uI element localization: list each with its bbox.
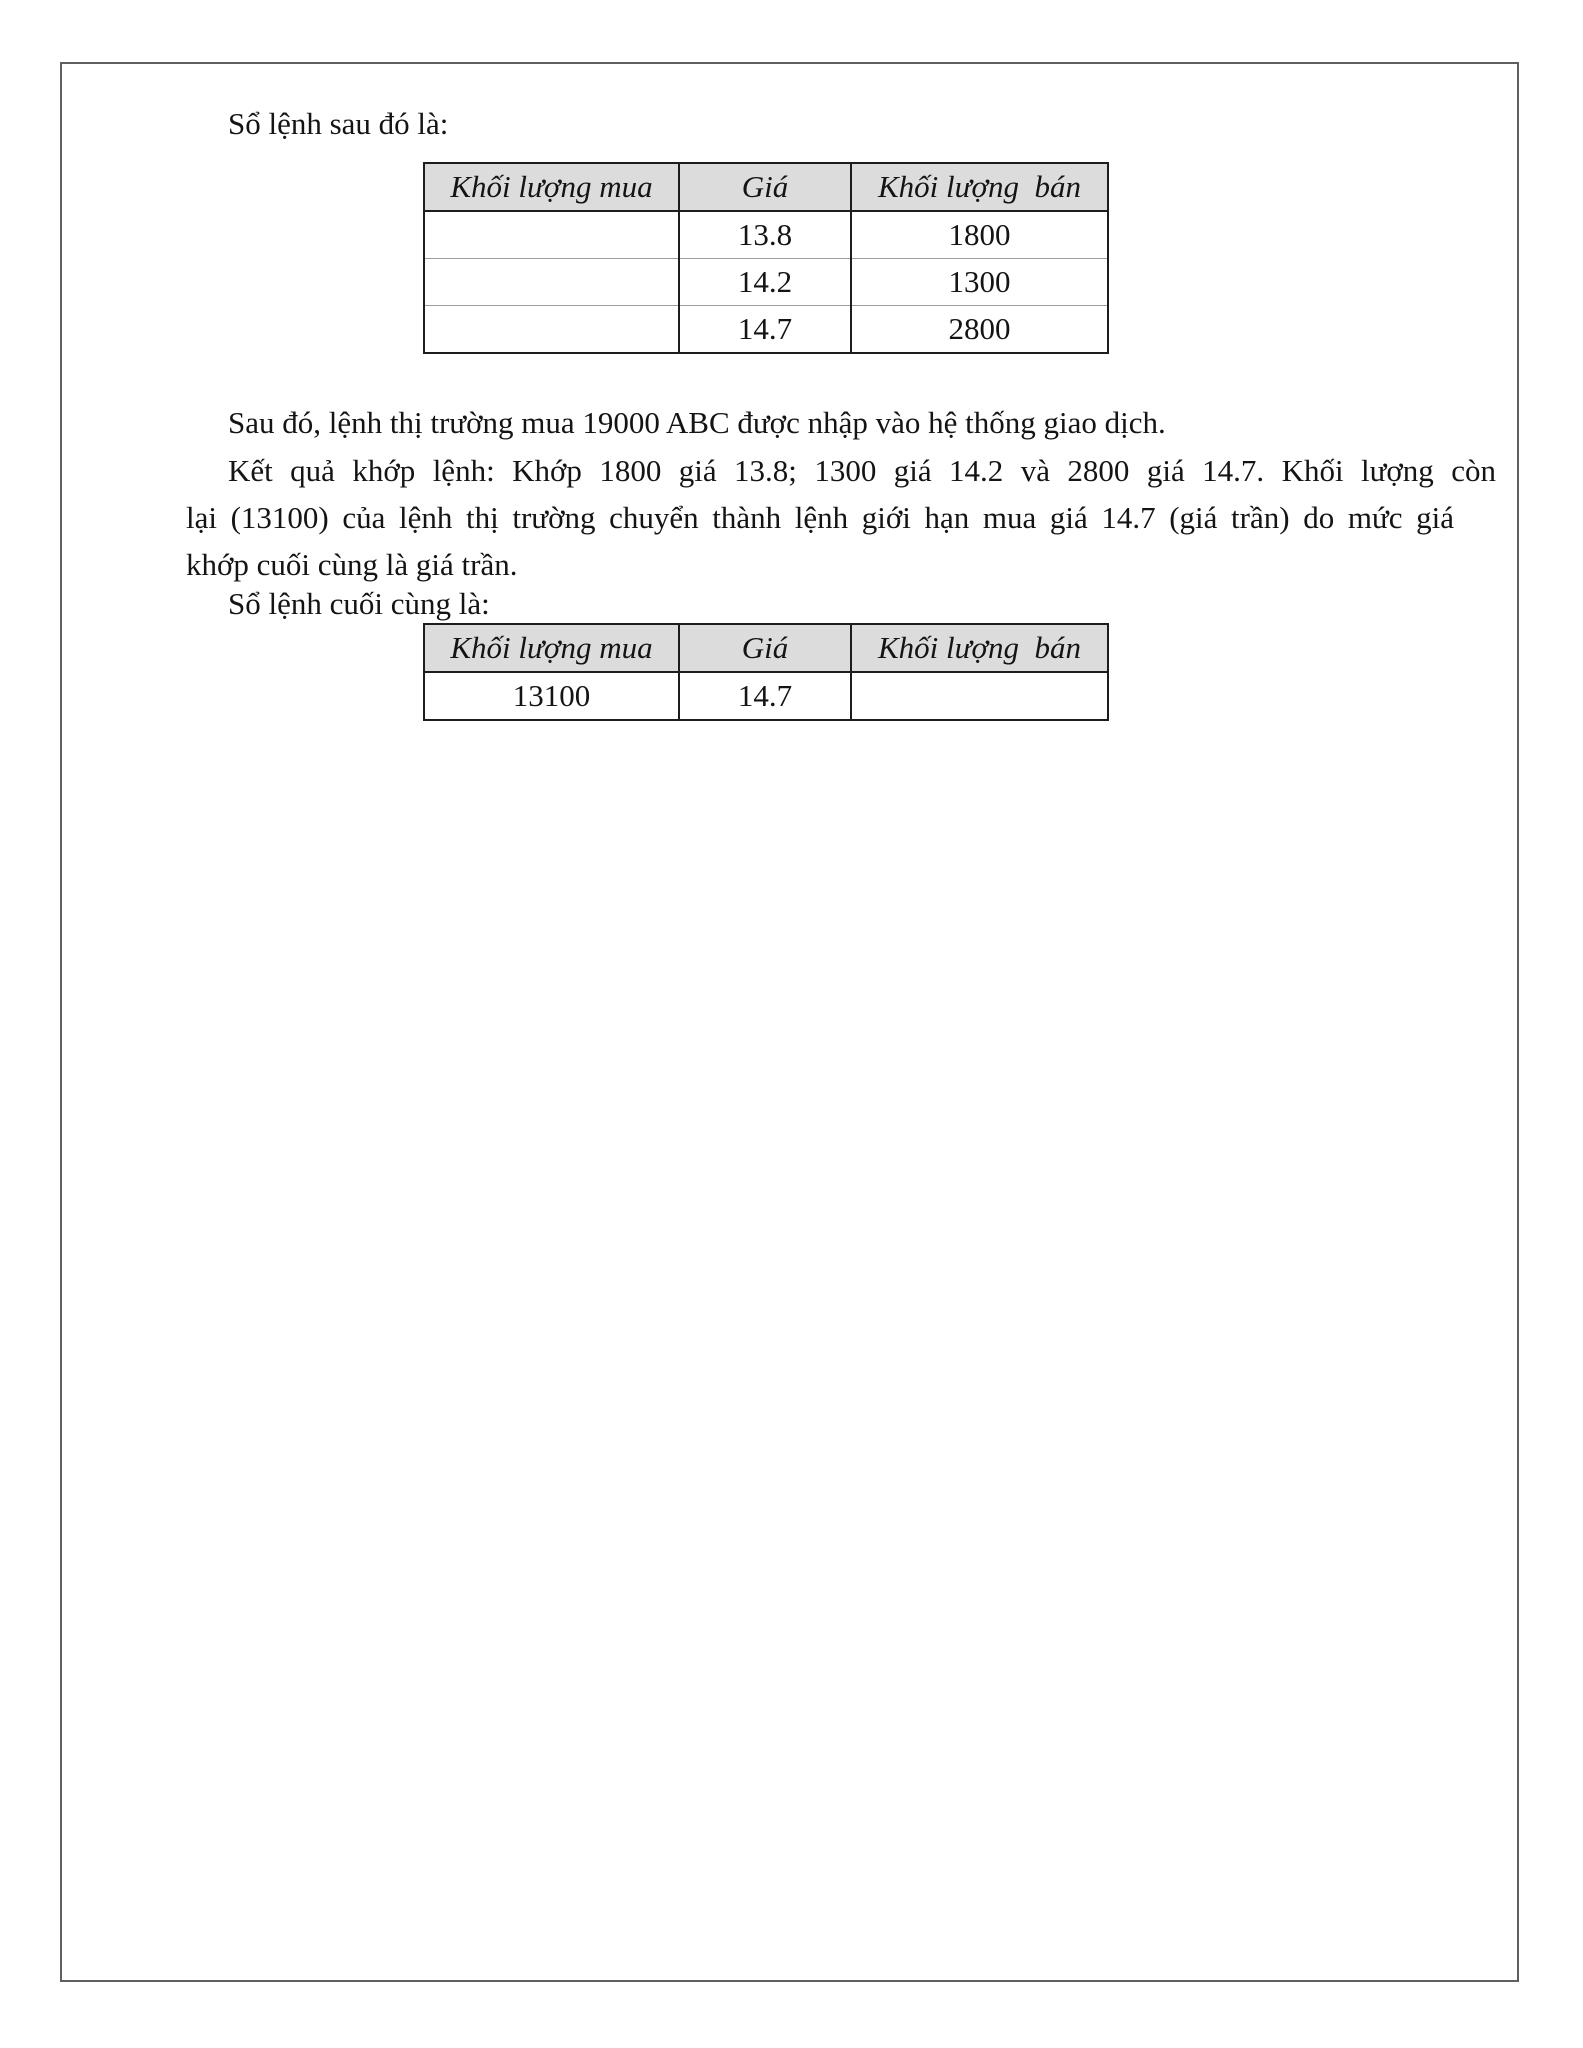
paragraph-line: Kết quả khớp lệnh: Khớp 1800 giá 13.8; 1300 giá 14.2 và 2800 giá 14.7. Khối lượng còn [228,453,1496,488]
paragraph-market-order: Sau đó, lệnh thị trường mua 19000 ABC được nhập vào hệ thống giao dịch. [228,405,1166,440]
header-cell-price: Giá [679,163,851,211]
table-header-row [424,624,1108,672]
order-book-after-table [423,162,1109,354]
table-header-row [424,163,1108,211]
cell-buy-volume [424,259,679,306]
header-cell-buy-volume: Khối lượng mua [424,624,679,672]
cell-price: 13.8 [679,211,851,259]
cell-buy-volume [424,306,679,354]
header-cell-sell-volume: Khối lượng bán [851,163,1108,211]
order-book-final-table [423,623,1109,721]
paragraph-line: khớp cuối cùng là giá trần. [186,547,518,582]
cell-sell-volume: 2800 [851,306,1108,354]
cell-price: 14.7 [679,672,851,720]
header-cell-sell-volume: Khối lượng bán [851,624,1108,672]
heading-order-book-final: Sổ lệnh cuối cùng là: [228,586,490,621]
cell-price: 14.7 [679,306,851,354]
header-cell-price: Giá [679,624,851,672]
cell-sell-volume: 1300 [851,259,1108,306]
table-row [424,259,1108,306]
cell-sell-volume: 1800 [851,211,1108,259]
table-row [424,306,1108,354]
table-row [424,211,1108,259]
cell-buy-volume [424,211,679,259]
cell-price: 14.2 [679,259,851,306]
table-row [424,672,1108,720]
header-cell-buy-volume: Khối lượng mua [424,163,679,211]
paragraph-match-result [186,447,1496,588]
paragraph-line: lại (13100) của lệnh thị trường chuyển thành lệnh giới hạn mua giá 14.7 (giá trần) do mức giá [186,500,1454,535]
heading-order-book-after: Sổ lệnh sau đó là: [228,106,449,141]
cell-buy-volume: 13100 [424,672,679,720]
cell-sell-volume [851,672,1108,720]
